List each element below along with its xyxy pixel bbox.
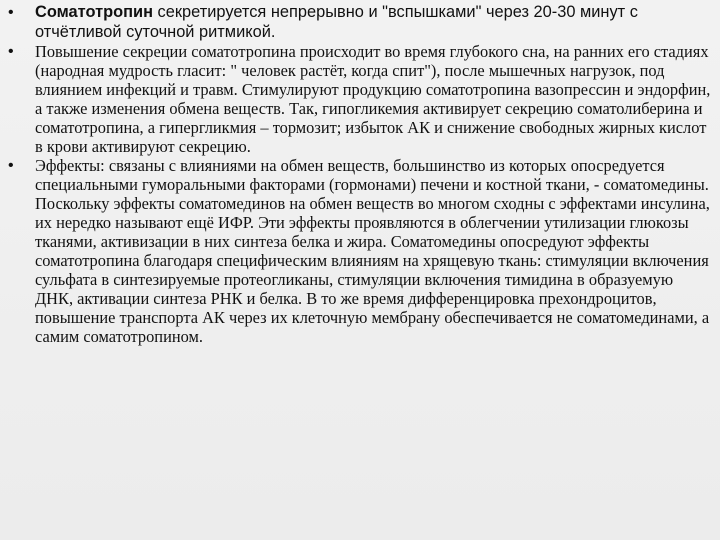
- bullet-text: секретируется непрерывно и "вспышками" через 20-30 минут с отчётливой суточной ритмикой.: [35, 3, 638, 41]
- bullet-list: [8, 2, 712, 346]
- bullet-text: Повышение секреции соматотропина происходит во время глубокого сна, на ранних его стадиях (народная мудрость гласит: " человек растёт, когда спит"), после мышечных нагрузок, под влиянием инфекций и травм. Стимулируют продукцию соматотропина вазопрессин и эндорфин, а также изменения обмена веществ. Так, гипогликемия активирует секрецию соматолиберина и соматотропина, а гипергликмия – тормозит; избыток АК и снижение свободных жирных кислот в крови активируют секрецию.: [35, 42, 711, 156]
- bullet-marker: •: [8, 4, 14, 21]
- bullet-bold-lead: Соматотропин: [35, 3, 153, 21]
- bullet-secretion-increase: [8, 42, 712, 156]
- bullet-effects: [8, 156, 712, 346]
- bullet-marker: •: [8, 157, 14, 174]
- bullet-secretion: [8, 2, 712, 42]
- bullet-text: Эффекты: связаны с влияниями на обмен веществ, большинство из которых опосредуется специальными гуморальными факторами (гормонами) печени и костной ткани, - соматомедины. Поскольку эффекты соматомединов на обмен веществ во многом сходны с эффектами инсулина, их нередко называют ещё ИФР. Эти эффекты проявляются в облегчении утилизации глюкозы тканями, активизации в них синтеза белка и жира. Соматомедины опосредуют эффекты соматотропина благодаря специфическим влияниям на хрящевую ткань: стимуляции включения сульфата в синтезируемые протеогликаны, стимуляции включения тимидина в образуемую ДНК, активации синтеза РНК и белка. В то же время дифференцировка прехондроцитов, повышение транспорта АК через их клеточную мембрану обеспечивается не соматомединами, а самим соматотропином.: [35, 156, 710, 346]
- bullet-marker: •: [8, 43, 14, 60]
